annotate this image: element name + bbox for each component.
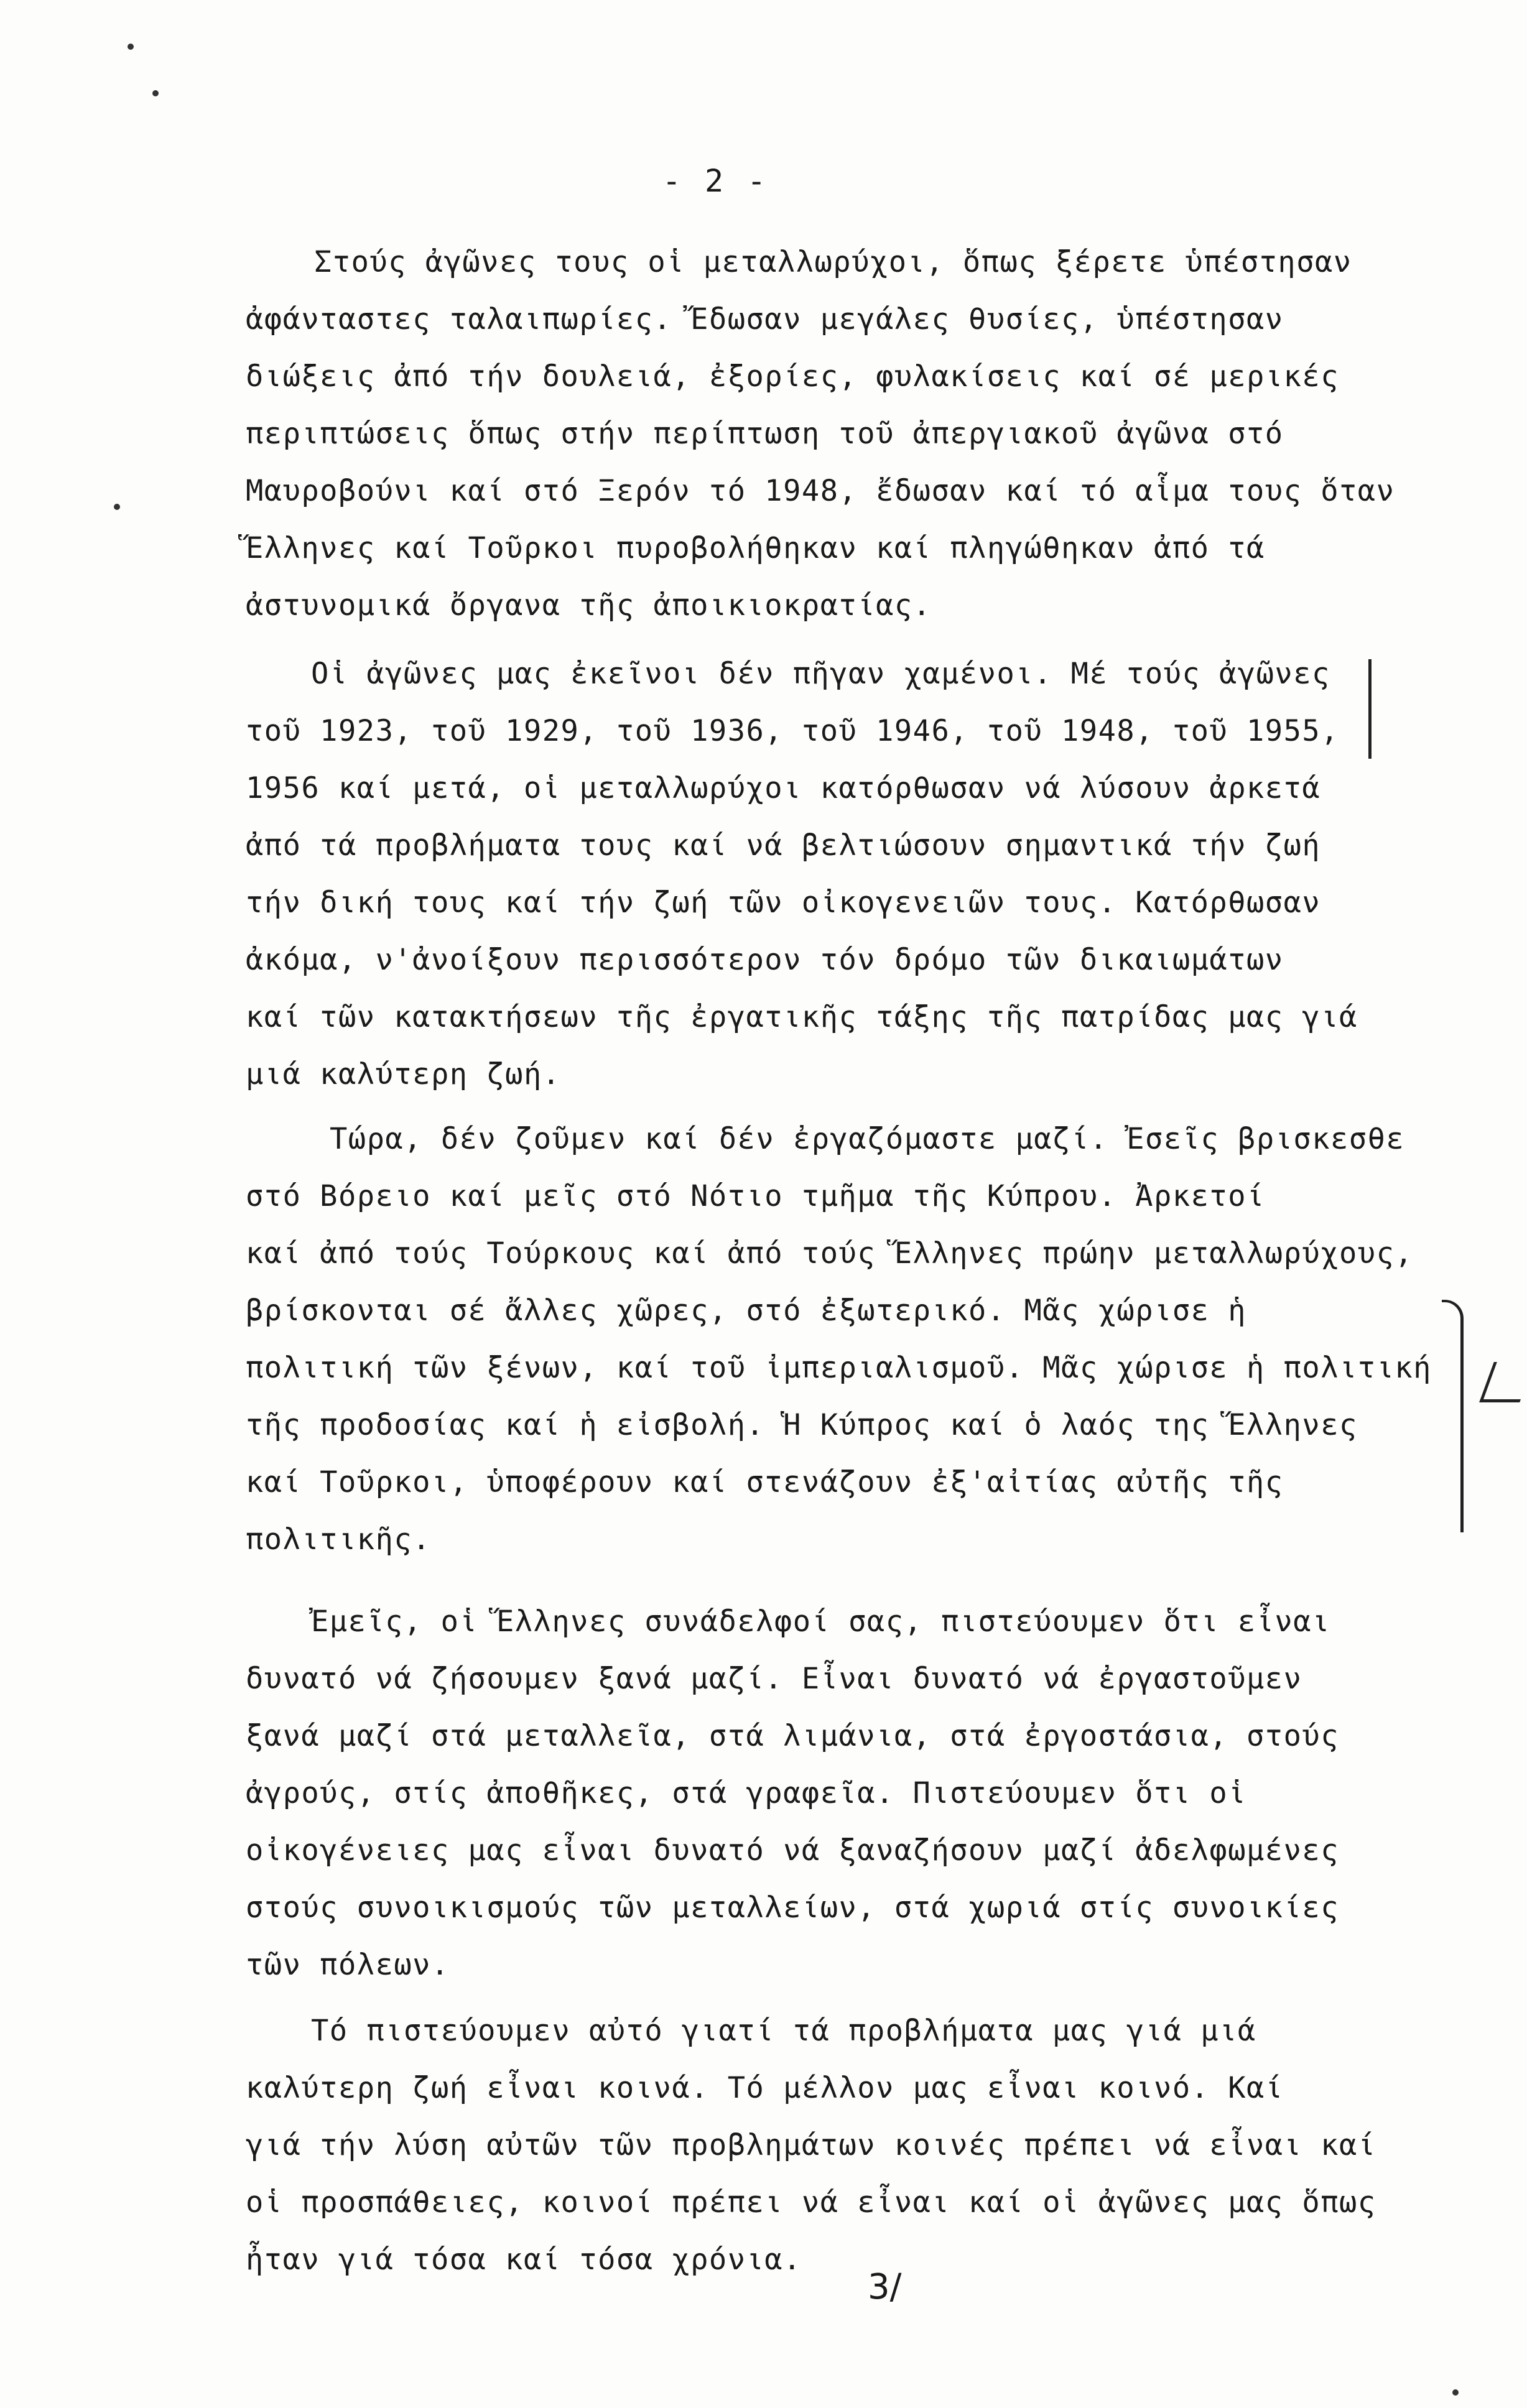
text-line: Ἕλληνες καί Τοῦρκοι πυροβολήθηκαν καί πληγώθηκαν ἀπό τά xyxy=(246,531,1265,565)
text-line: τήν δική τους καί τήν ζωή τῶν οἰκογενειῶν τους. Κατόρθωσαν xyxy=(246,886,1321,920)
scan-speck xyxy=(128,44,134,50)
text-line: πολιτική τῶν ξένων, καί τοῦ ἰμπεριαλισμοῦ. Μᾶς χώρισε ἡ πολιτική xyxy=(246,1351,1432,1385)
text-line: στό Βόρειο καί μεῖς στό Νότιο τμῆμα τῆς Κύπρου. Ἀρκετοί xyxy=(246,1179,1265,1213)
text-line: Οἱ ἀγῶνες μας ἐκεῖνοι δέν πῆγαν χαμένοι. Μέ τούς ἀγῶνες xyxy=(311,657,1330,691)
text-line: ἀπό τά προβλήματα τους καί νά βελτιώσουν σημαντικά τήν ζωή xyxy=(246,828,1321,863)
margin-bracket-mark xyxy=(1442,1300,1464,1532)
text-line: ἦταν γιά τόσα καί τόσα χρόνια. xyxy=(246,2243,802,2277)
text-line: οἱ προσπάθειες, κοινοί πρέπει νά εἶναι καί οἱ ἀγῶνες μας ὅπως xyxy=(246,2185,1376,2220)
text-line: Ἐμεῖς, οἱ Ἕλληνες συνάδελφοί σας, πιστεύουμεν ὅτι εἶναι xyxy=(311,1605,1330,1639)
text-line: τῶν πόλεων. xyxy=(246,1948,450,1982)
text-line: στούς συνοικισμούς τῶν μεταλλείων, στά χωριά στίς συνοικίες xyxy=(246,1891,1339,1925)
margin-tick-mark xyxy=(1479,1362,1527,1402)
text-line: διώξεις ἀπό τήν δουλειά, ἐξορίες, φυλακίσεις καί σέ μερικές xyxy=(246,359,1339,394)
text-line: ἀκόμα, ν'ἀνοίξουν περισσότερον τόν δρόμο τῶν δικαιωμάτων xyxy=(246,943,1284,977)
text-line: καί ἀπό τούς Τούρκους καί ἀπό τούς Ἕλληνες πρώην μεταλλωρύχους, xyxy=(246,1236,1414,1271)
text-line: 1956 καί μετά, οἱ μεταλλωρύχοι κατόρθωσαν νά λύσουν ἀρκετά xyxy=(246,771,1321,805)
text-line: τοῦ 1923, τοῦ 1929, τοῦ 1936, τοῦ 1946, τοῦ 1948, τοῦ 1955, xyxy=(246,714,1339,748)
text-line: Τό πιστεύουμεν αὐτό γιατί τά προβλήματα μας γιά μιά xyxy=(311,2014,1256,2048)
text-line: πολιτικῆς. xyxy=(246,1522,431,1557)
margin-line-mark xyxy=(1368,659,1372,759)
text-line: ἀστυνομικά ὄργανα τῆς ἀποικιοκρατίας. xyxy=(246,588,932,623)
text-line: βρίσκονται σέ ἄλλες χῶρες, στό ἐξωτερικό. Μᾶς χώρισε ἡ xyxy=(246,1294,1247,1328)
page-number: - 2 - xyxy=(662,163,769,199)
text-line: γιά τήν λύση αὐτῶν τῶν προβλημάτων κοινές πρέπει νά εἶναι καί xyxy=(246,2128,1376,2162)
continuation-marker: 3/ xyxy=(868,2267,902,2307)
text-line: περιπτώσεις ὅπως στήν περίπτωση τοῦ ἀπεργιακοῦ ἀγῶνα στό xyxy=(246,417,1284,451)
text-line: ἀφάνταστες ταλαιπωρίες. Ἔδωσαν μεγάλες θυσίες, ὑπέστησαν xyxy=(246,302,1284,336)
scan-speck xyxy=(1452,2389,1459,2396)
text-line: Τώρα, δέν ζοῦμεν καί δέν ἐργαζόμαστε μαζί. Ἐσεῖς βρισκεσθε xyxy=(330,1122,1405,1156)
scan-speck xyxy=(152,90,159,96)
text-line: μιά καλύτερη ζωή. xyxy=(246,1057,561,1091)
text-line: οἰκογένειες μας εἶναι δυνατό νά ξαναζήσουν μαζί ἀδελφωμένες xyxy=(246,1833,1339,1868)
scan-speck xyxy=(114,504,120,510)
text-line: ξανά μαζί στά μεταλλεῖα, στά λιμάνια, στά ἐργοστάσια, στούς xyxy=(246,1719,1339,1753)
text-line: καί τῶν κατακτήσεων τῆς ἐργατικῆς τάξης τῆς πατρίδας μας γιά xyxy=(246,1000,1358,1034)
text-line: τῆς προδοσίας καί ἡ εἰσβολή. Ἡ Κύπρος καί ὁ λαός της Ἕλληνες xyxy=(246,1408,1358,1442)
text-line: Στούς ἀγῶνες τους οἱ μεταλλωρύχοι, ὅπως ξέρετε ὑπέστησαν xyxy=(314,245,1352,279)
text-line: καλύτερη ζωή εἶναι κοινά. Τό μέλλον μας εἶναι κοινό. Καί xyxy=(246,2071,1284,2105)
text-line: δυνατό νά ζήσουμεν ξανά μαζί. Εἶναι δυνατό νά ἐργαστοῦμεν xyxy=(246,1662,1302,1696)
text-line: καί Τοῦρκοι, ὑποφέρουν καί στενάζουν ἐξ'αἰτίας αὐτῆς τῆς xyxy=(246,1465,1284,1499)
text-line: ἀγρούς, στίς ἀποθῆκες, στά γραφεῖα. Πιστεύουμεν ὅτι οἱ xyxy=(246,1776,1247,1810)
text-line: Μαυροβούνι καί στό Ξερόν τό 1948, ἔδωσαν καί τό αἷμα τους ὅταν xyxy=(246,474,1395,508)
